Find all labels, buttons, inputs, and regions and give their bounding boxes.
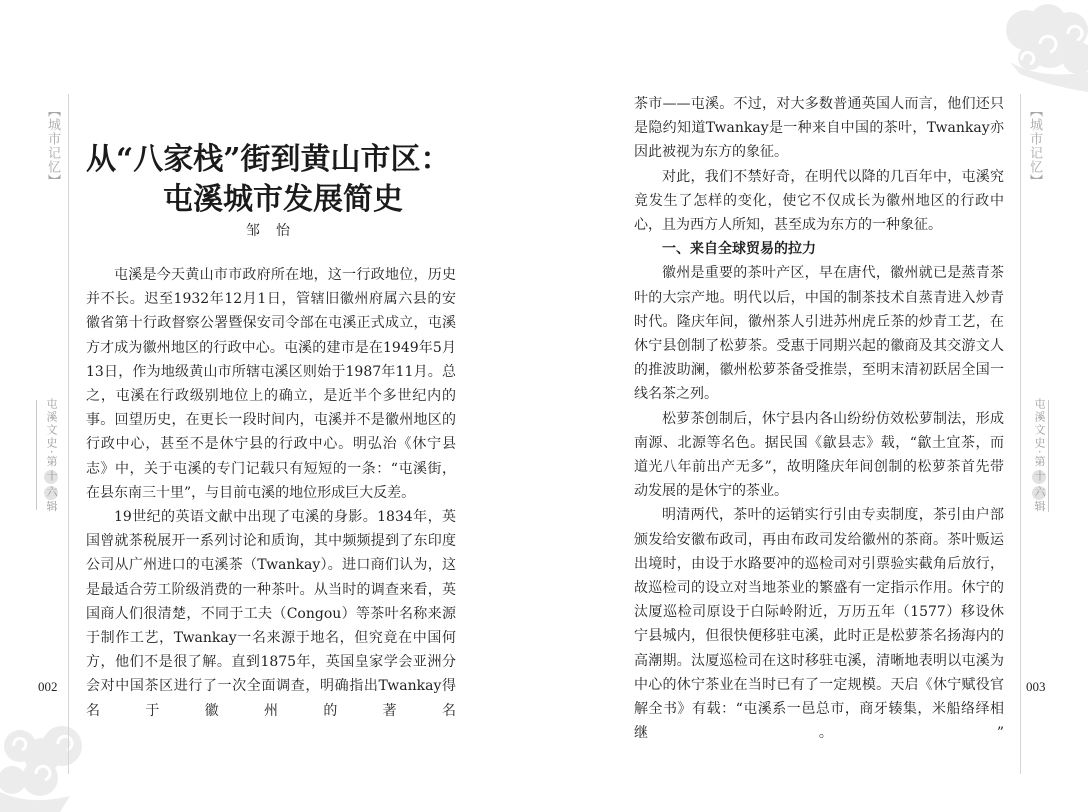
volume-badge: 六 (45, 486, 58, 499)
series-prefix: 屯溪文史·第 (1033, 398, 1046, 469)
volume-badge: 六 (1033, 486, 1046, 499)
paragraph: 茶市——屯溪。不过，对大多数普通英国人而言，他们还只是隐约知道Twankay是一种来自中国的茶叶，Twankay亦因此被视为东方的象征。 (634, 96, 1004, 161)
paragraph: 明清两代，茶叶的运销实行引由专卖制度，茶引由户部颁发给安徽布政司，再由布政司发给徽州的茶商。茶叶贩运出境时，由设于水路要冲的巡检司对引票验实截角后放行，故巡检司的设立对当地茶业的繁盛有一定指示作用。休宁的汰厦巡检司原设于白际岭附近，万历五年（1577）移设休宁县城内，但很快便移驻屯溪，此时正是松萝茶名扬海内的高潮期。汰厦巡检司在这时移驻屯溪，清晰地表明以屯溪为中心的休宁茶业在当时已有了一定规模。天启《休宁赋役官解全书》有载：“屯溪系一邑总市，商牙辏集，米船络绎相继。” (634, 507, 1004, 742)
page-number: 002 (38, 679, 58, 694)
author-name: 邹怡 (246, 223, 306, 239)
section-tag: 【城市记忆】 (1027, 104, 1042, 188)
title-line-1: 从“八家栈”街到黄山市区： (86, 142, 451, 177)
title-line-2: 屯溪城市发展简史 (163, 182, 403, 217)
series-suffix: 辑 (1033, 500, 1046, 514)
series-suffix: 辑 (45, 500, 58, 514)
paragraph: 屯溪是今天黄山市市政府所在地，这一行政地位，历史并不长。迟至1932年12月1日，管辖旧徽州府属六县的安徽省第十行政督察公署暨保安司令部在屯溪正式成立，屯溪方才成为徽州地区的行政中心。屯溪的建市是在1949年5月13日，作为地级黄山市所辖屯溪区则始于1987年11月。总之，屯溪在行政级别地位上的确立，是近半个多世纪内的事。回望历史，在更长一段时间内，屯溪并不是徽州地区的行政中心，甚至不是休宁县的行政中心。明弘治《休宁县志》中，关于屯溪的专门记载只有短短的一条：“屯溪街，在县东南三十里”，与目前屯溪的地位形成巨大反差。 (86, 267, 456, 501)
divider (68, 94, 69, 774)
article-title (86, 140, 466, 220)
divider (1048, 400, 1049, 512)
section-heading: 一、来自全球贸易的拉力 (662, 241, 816, 258)
page-number: 003 (1026, 679, 1046, 694)
body-text (634, 92, 1004, 745)
section-tag: 【城市记忆】 (45, 104, 60, 188)
divider (36, 400, 37, 510)
right-page (544, 0, 1088, 812)
series-label (1032, 398, 1046, 514)
body-text (86, 263, 456, 723)
paragraph: 对此，我们不禁好奇，在明代以降的几百年中，屯溪究竟发生了怎样的变化，使它不仅成长为徽州地区的行政中心，且为西方人所知，甚至成为东方的一种象征。 (634, 168, 1004, 234)
divider (1020, 94, 1021, 774)
volume-badge: 十 (1033, 470, 1046, 483)
series-label (44, 398, 58, 514)
paragraph: 徽州是重要的茶叶产区，早在唐代，徽州就已是蒸青茶叶的大宗产地。明代以后，中国的制茶技术自蒸青进入炒青时代。隆庆年间，徽州茶人引进苏州虎丘茶的炒青工艺，在休宁县创制了松萝茶。受惠于同期兴起的徽商及其交游文人的推波助澜，徽州松萝茶备受推崇，至明末清初跃居全国一线名茶之列。 (634, 265, 1004, 403)
series-prefix: 屯溪文史·第 (45, 398, 58, 469)
paragraph: 松萝茶创制后，休宁县内各山纷纷仿效松萝制法，形成南源、北源等名色。据民国《歙县志》载，“歙土宜茶，而道光八年前出产无多”，故明隆庆年间创制的松萝茶首先带动发展的是休宁的茶业。 (634, 410, 1004, 500)
volume-badge: 十 (45, 470, 58, 483)
paragraph: 19世纪的英语文献中出现了屯溪的身影。1834年，英国曾就茶税展开一系列讨论和质询，其中频频提到了东印度公司从广州进口的屯溪茶（Twankay）。进口商们认为，这是最适合劳工阶级消费的一种茶叶。从当时的调查来看，英国商人们很清楚，不同于工夫（Congou）等茶叶名称来源于制作工艺，Twankay一名来源于地名，但究竟在中国何方，他们不是很了解。直到1875年，英国皇家学会亚洲分会对中国茶区进行了一次全面调查，明确指出Twankay得名于徽州的著名 (86, 509, 456, 719)
